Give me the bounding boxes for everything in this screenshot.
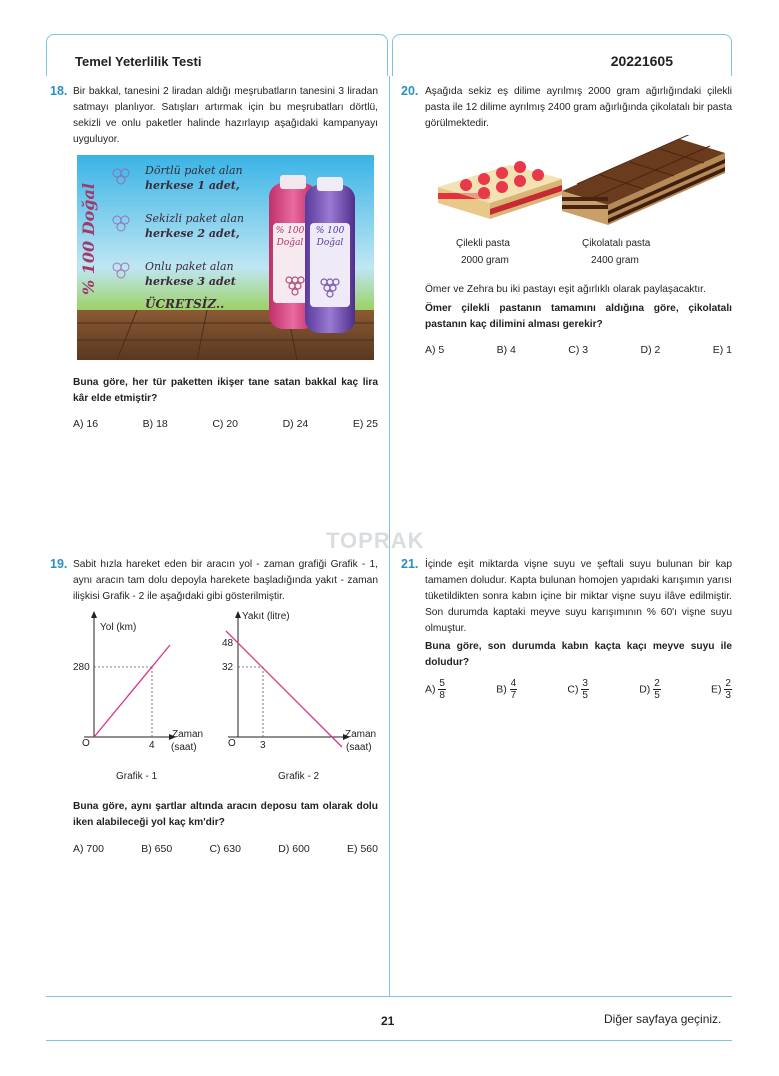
page-number: 21 [381, 1014, 395, 1028]
banner-line3a: Onlu paket alan [145, 260, 234, 273]
q20-number: 20. [401, 84, 419, 98]
q21-option-c-letter: C) [567, 683, 579, 696]
graph1-y-arrow [91, 611, 97, 618]
q18-option-b[interactable]: B) 18 [142, 418, 168, 430]
q20-cakes-illustration [430, 135, 730, 230]
q19-number: 19. [50, 557, 68, 571]
q19-options [73, 843, 378, 855]
bottle2-label: % 100 Doğal [315, 226, 345, 248]
q20-text: Aşağıda sekiz eş dilime ayrılmış 2000 gram ağırlığındaki çilekli pasta ile 12 dilime ayrılmış 2400 gram ağırlığında çikolatalı bir pasta görülmektedir. [425, 86, 732, 129]
banner-side-text: % 100 Doğal [79, 183, 98, 295]
q21-option-a-num: 5 [439, 678, 445, 689]
q20-option-b[interactable]: B) 4 [496, 344, 516, 356]
q21-option-b-num: 4 [510, 678, 517, 689]
q21-option-c[interactable] [567, 678, 589, 701]
q21-number: 21. [401, 557, 419, 571]
graph1-xlabel2: (saat) [171, 742, 197, 753]
q18-option-d[interactable]: D) 24 [282, 418, 309, 430]
q20-options [425, 344, 732, 356]
test-code: 20221605 [610, 53, 673, 69]
q21-text: İçinde eşit miktarda vişne suyu ve şeftali suyu bulunan bir kap tamamen doludur. Kapta bulunan homojen yapıdaki karışımın yarısı tüketildikten sonra kabın içine bir miktar vişne suyu ilâve edilmiştir. Son durumda kaptaki meyve suyu karışımının % 60'ı vişne suyu olmuştur. [425, 559, 732, 634]
graph2-ytick1: 48 [222, 638, 234, 649]
q21-option-c-num: 3 [582, 678, 588, 689]
q19-option-d[interactable]: D) 600 [278, 843, 310, 855]
graph1-line [94, 645, 170, 737]
graph1-ylabel: Yol (km) [100, 622, 137, 633]
q21-option-d-num: 2 [654, 678, 660, 689]
q21-option-d[interactable] [639, 678, 661, 701]
q21-option-d-den: 5 [654, 690, 660, 701]
q21-option-e-den: 3 [725, 690, 731, 701]
next-page-note: Diğer sayfaya geçiniz. [604, 1012, 722, 1026]
cake1-name: Çilekli pasta [456, 238, 510, 249]
q20-option-a[interactable]: A) 5 [425, 344, 445, 356]
test-title: Temel Yeterlilik Testi [75, 54, 202, 69]
q19-option-b[interactable]: B) 650 [141, 843, 173, 855]
q20-question: Ömer çilekli pastanın tamamını aldığına göre, çikolatalı pastanın kaç dilimini alması gerekir? [425, 303, 732, 330]
graph1-xlabel1: Zaman [172, 729, 204, 740]
banner-line1b: herkese 1 adet, [145, 179, 240, 192]
graph1-xtick: 4 [149, 740, 155, 751]
header-right-box [392, 34, 732, 76]
footer-rule-bottom [46, 1040, 732, 1041]
q21-option-e-letter: E) [711, 683, 722, 696]
q19-option-e[interactable]: E) 560 [347, 843, 378, 855]
q21-option-e[interactable] [711, 678, 732, 701]
banner-line2a: Sekizli paket alan [145, 212, 244, 225]
graph2-xlabel1: Zaman [345, 729, 377, 740]
q20-option-c[interactable]: C) 3 [568, 344, 589, 356]
cake2-weight: 2400 gram [591, 255, 639, 266]
graph2-line [226, 631, 342, 747]
q18-option-a[interactable]: A) 16 [73, 418, 99, 430]
q20-text2: Ömer ve Zehra bu iki pastayı eşit ağırlıklı olarak paylaşacaktır. [425, 284, 706, 295]
q18-text: Bir bakkal, tanesini 2 liradan aldığı meşrubatların tanesini 3 liradan satmayı planlıyor. Satışları artırmak için bu meşrubatları dörtlü, sekizli ve onlu paketler halinde hazırlayıp aşağıdaki kampanyayı uyguluyor. [73, 86, 378, 145]
cake1-weight: 2000 gram [461, 255, 509, 266]
graph2-xlabel2: (saat) [346, 742, 372, 753]
q19-option-c[interactable]: C) 630 [209, 843, 241, 855]
chocolate-cake [562, 135, 725, 225]
graph1-origin: O [82, 738, 90, 749]
graph2-ytick2: 32 [222, 662, 234, 673]
q21-option-b[interactable] [496, 678, 517, 701]
q19-option-a[interactable]: A) 700 [73, 843, 104, 855]
q21-option-b-letter: B) [496, 683, 507, 696]
footer-rule-top [46, 996, 732, 997]
q21-option-a-letter: A) [425, 683, 436, 696]
graph2-caption: Grafik - 2 [278, 771, 320, 782]
q21-option-e-num: 2 [725, 678, 731, 689]
q21-option-b-den: 7 [510, 690, 517, 701]
cake2-name: Çikolatalı pasta [582, 238, 651, 249]
q19-text: Sabit hızla hareket eden bir aracın yol - zaman grafiği Grafik - 1, aynı aracın tam dolu depoyla harekete başladığında yakıt - zaman ilişkisi Grafik - 2 ile aşağıdaki gibi gösterilmiştir. [73, 559, 378, 602]
bottle1-label: % 100 Doğal [275, 226, 305, 248]
q20-option-e[interactable]: E) 1 [712, 344, 732, 356]
q18-campaign-banner [77, 155, 374, 360]
q21-option-a[interactable] [425, 678, 446, 701]
q19-question: Buna göre, aynı şartlar altında aracın deposu tam olarak dolu iken alabileceği yol kaç km'dir? [73, 801, 378, 828]
strawberry-cake [438, 161, 562, 219]
q21-option-d-letter: D) [639, 683, 651, 696]
watermark: TOPRAK [326, 528, 425, 553]
graph1-ytick: 280 [73, 662, 90, 673]
graph2-ylabel: Yakıt (litre) [242, 611, 290, 622]
q18-question: Buna göre, her tür paketten ikişer tane satan bakkal kaç lira kâr elde etmiştir? [73, 377, 378, 404]
banner-line3b: herkese 3 adet [145, 275, 236, 288]
q21-option-a-den: 8 [439, 690, 445, 701]
graph2-origin: O [228, 738, 236, 749]
banner-free: ÜCRETSİZ.. [145, 297, 225, 311]
q18-number: 18. [50, 84, 68, 98]
q18-options [73, 418, 378, 430]
q18-option-e[interactable]: E) 25 [352, 418, 378, 430]
graph2-xtick: 3 [260, 740, 266, 751]
banner-line1a: Dörtlü paket alan [145, 164, 243, 177]
header-left-box [46, 34, 388, 76]
q20-option-d[interactable]: D) 2 [640, 344, 661, 356]
graph1-caption: Grafik - 1 [116, 771, 158, 782]
q21-options [425, 678, 732, 701]
q21-option-c-den: 5 [582, 690, 588, 701]
q18-option-c[interactable]: C) 20 [212, 418, 239, 430]
q21-question: Buna göre, son durumda kabın kaçta kaçı meyve suyu ile doludur? [425, 641, 732, 668]
graph2-y-arrow [235, 611, 241, 618]
banner-line2b: herkese 2 adet, [145, 227, 240, 240]
